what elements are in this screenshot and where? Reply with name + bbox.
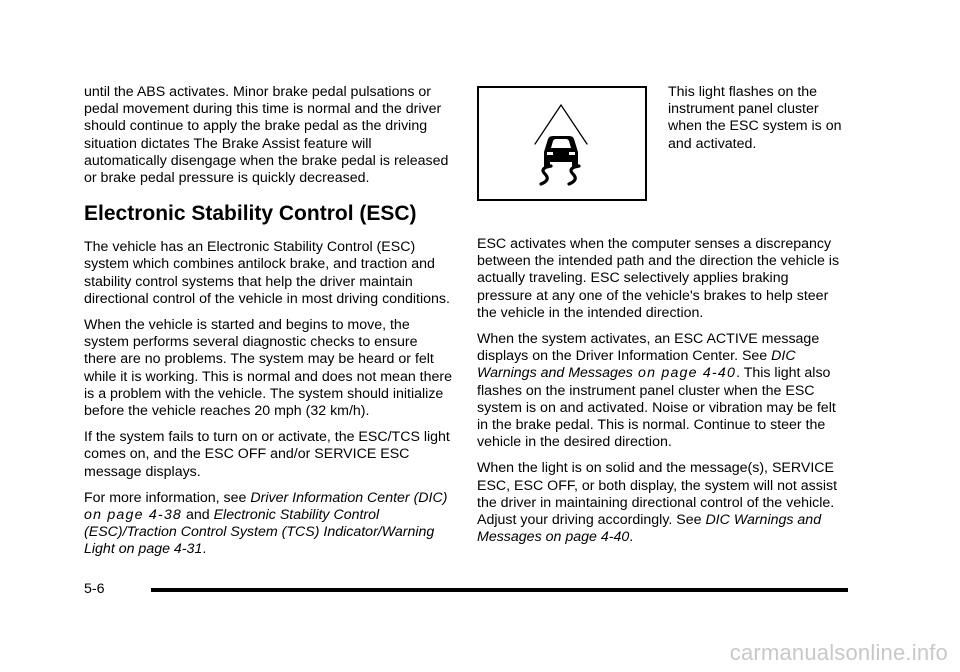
footer-rule [151, 588, 848, 592]
esc-skidding-car-icon [525, 102, 597, 188]
watermark: carmanualsonline.info [729, 640, 948, 665]
dic-warnings-reference-link-2[interactable]: DIC Warnings and Messages on page 4-40 [477, 512, 822, 546]
esc-indicator-figure [477, 84, 843, 232]
esc-intro-paragraph: The vehicle has an Electronic Stability Control (ESC) system which combines antilock brake, and traction and stability control systems that help the driver maintain directional control of the vehicle in most driving conditions. [84, 239, 450, 307]
page-number: 5-6 [84, 581, 105, 597]
left-column [84, 84, 452, 568]
esc-indicator-frame [477, 86, 647, 201]
esc-failure-paragraph: If the system fails to turn on or activate, the ESC/TCS light comes on, and the ESC OFF and/or SERVICE ESC message displays. [84, 429, 450, 480]
esc-solid-light-paragraph: When the light is on solid and the message(s), SERVICE ESC, ESC OFF, or both display, the system will not assist the driver in maintaining directional control of the vehicle. Adjust your driving accordingly. See DIC Warnings and Messages on page 4-40. [477, 460, 838, 546]
dic-reference-link[interactable]: Driver Information Center (DIC) on page 4-38 [84, 489, 448, 524]
brake-assist-paragraph: until the ABS activates. Minor brake pedal pulsations or pedal movement during this time is normal and the driver should continue to apply the brake pedal as the driving situation dictates The Brake Assist feature will automatically disengage when the brake pedal is released or brake pedal pressure is quickly decreased. [84, 84, 449, 187]
esc-indicator-reference-link[interactable]: Electronic Stability Control (ESC)/Traction Control System (TCS) Indicator/Warning Light on page 4-31 [84, 507, 435, 558]
esc-active-message-paragraph: When the system activates, an ESC ACTIVE message displays on the Driver Information Center. See DIC Warnings and Messages on page 4-40. This light also flashes on the instrument panel cluster when the ESC system is on and activated. Noise or vibration may be felt in the brake pedal. This is normal. Continue to steer the vehicle in the desired direction. [477, 331, 836, 451]
esc-indicator-caption: This light flashes on the instrument panel cluster when the ESC system is on and activated. [668, 84, 842, 152]
dic-warnings-reference-link[interactable]: DIC Warnings and Messages on page 4-40 [477, 348, 796, 382]
right-column [477, 84, 843, 555]
more-info-paragraph: For more information, see Driver Information Center (DIC) on page 4-38 and Electronic Stability Control (ESC)/Traction Control System (TCS) Indicator/Warning Light on page 4-31. [84, 489, 448, 558]
esc-section-heading: Electronic Stability Control (ESC) [84, 202, 417, 226]
esc-diagnostics-paragraph: When the vehicle is started and begins to move, the system performs several diagnostic checks to ensure there are no problems. The system may be heard or felt while it is working. This is normal and does not mean there is a problem with the vehicle. The system should initialize before the vehicle reaches 20 mph (32 km/h). [84, 317, 453, 420]
esc-activation-paragraph: ESC activates when the computer senses a discrepancy between the intended path and the direction the vehicle is actually traveling. ESC selectively applies braking pressure at any one of the vehicle's brakes to help steer the vehicle in the intended direction. [477, 236, 840, 321]
